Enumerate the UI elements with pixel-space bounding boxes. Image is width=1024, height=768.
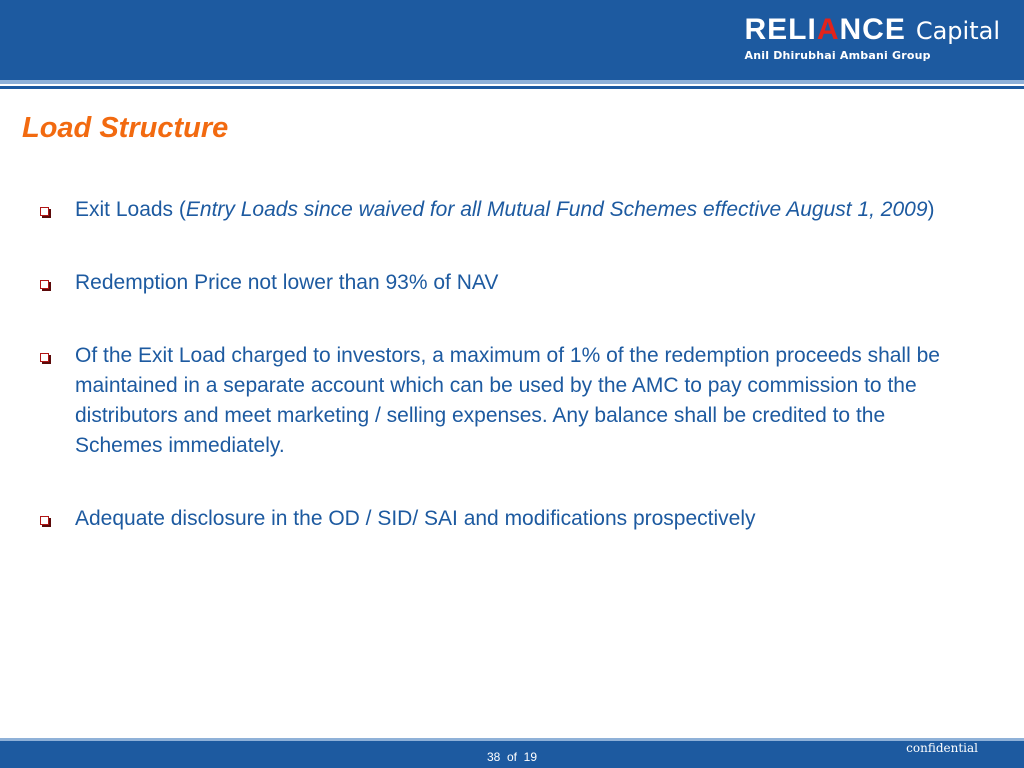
confidential-label: confidential — [906, 741, 978, 755]
bullet-item-exit-load-account — [40, 341, 970, 461]
square-bullet-icon — [40, 280, 49, 289]
page-total: 19 — [523, 750, 538, 764]
bullet-item-disclosure — [40, 504, 970, 534]
square-bullet-icon — [40, 353, 49, 362]
bullet-text: Of the Exit Load charged to investors, a maximum of 1% of the redemption proceeds shall be maintained in a separate account which can be used by the AMC to pay commission to the distributors and meet marketing / selling expenses. Any balance shall be credited to the Schemes immediately. — [75, 344, 940, 457]
bullet-text: Adequate disclosure in the OD / SID/ SAI and modifications prospectively — [75, 507, 756, 530]
logo-brand-text: RELIANCE — [744, 13, 906, 46]
bullet-item-redemption-price — [40, 268, 970, 298]
bullet-text-suffix: ) — [927, 198, 935, 221]
bullet-text-prefix: Exit Loads ( — [75, 198, 186, 221]
page-of-label: of — [506, 750, 517, 764]
page-number-indicator — [0, 750, 1024, 764]
bullet-item-exit-loads — [40, 195, 970, 225]
logo-tagline: Anil Dhirubhai Ambani Group — [744, 49, 931, 62]
square-bullet-icon — [40, 516, 49, 525]
header-bar — [0, 0, 1024, 84]
bullet-list — [40, 195, 970, 577]
logo-main — [744, 14, 1000, 47]
page-number: 38 — [486, 750, 501, 764]
logo-brand-word: Capital — [915, 17, 1000, 45]
bullet-text-italic: Entry Loads since waived for all Mutual Fund Schemes effective August 1, 2009 — [185, 198, 928, 221]
reliance-capital-logo — [744, 14, 1000, 62]
footer-bar — [0, 738, 1024, 768]
header-rule — [0, 86, 1024, 89]
square-bullet-icon — [40, 207, 49, 216]
logo-accent-letter: A — [816, 13, 840, 46]
bullet-text: Redemption Price not lower than 93% of NAV — [75, 271, 499, 294]
slide-title: Load Structure — [22, 112, 229, 144]
